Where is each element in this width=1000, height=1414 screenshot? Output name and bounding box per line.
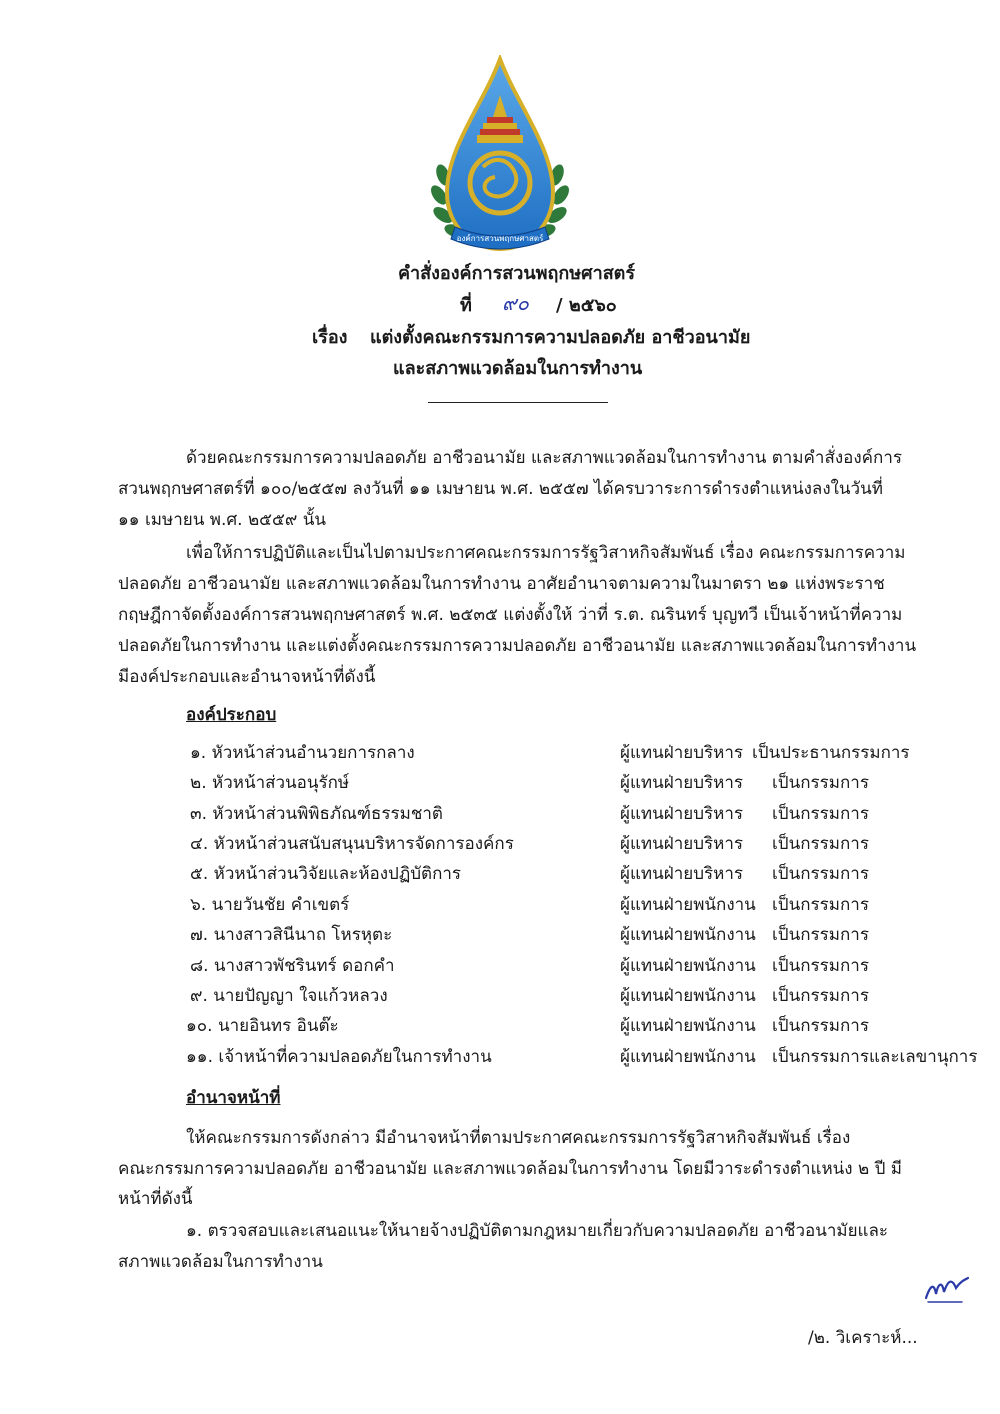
member-name: ๑๑. เจ้าหน้าที่ความปลอดภัยในการทำงาน (186, 1047, 492, 1067)
member-rep: ผู้แทนฝ่ายบริหาร (620, 804, 744, 824)
continued-next-page: /๒. วิเคราะห์... (808, 1328, 918, 1348)
member-name: ๘. นางสาวพัชรินทร์ ดอกคำ (190, 956, 395, 976)
para2-line-3: กฤษฎีกาจัดตั้งองค์การสวนพฤกษศาสตร์ พ.ศ. ๒๕๓๕ แต่งตั้งให้ ว่าที่ ร.ต. ณรินทร์ บุญทวี เป็นเจ้าหน้าที่ความ (118, 605, 903, 625)
member-role: เป็นกรรมการ (772, 956, 869, 976)
duty-item-1-line-1: ๑. ตรวจสอบและเสนอแนะให้นายจ้างปฏิบัติตามกฎหมายเกี่ยวกับความปลอดภัย อาชีวอนามัยและ (186, 1221, 889, 1241)
duty-item-1-line-2: สภาพแวดล้อมในการทำงาน (118, 1252, 323, 1272)
order-number-handwritten: ๙๐ (502, 291, 529, 315)
member-rep: ผู้แทนฝ่ายบริหาร (620, 743, 744, 763)
member-name: ๗. นางสาวสินีนาถ โหรหุตะ (190, 925, 393, 945)
member-role: เป็นกรรมการ (772, 864, 869, 884)
organization-logo (425, 55, 575, 260)
member-rep: ผู้แทนฝ่ายพนักงาน (620, 925, 756, 945)
member-rep: ผู้แทนฝ่ายพนักงาน (620, 1047, 756, 1067)
member-rep: ผู้แทนฝ่ายบริหาร (620, 773, 744, 793)
duties-line-1: ให้คณะกรรมการดังกล่าว มีอำนาจหน้าที่ตามประกาศคณะกรรมการรัฐวิสาหกิจสัมพันธ์ เรื่อง (186, 1128, 851, 1148)
member-role: เป็นกรรมการ (772, 925, 869, 945)
member-name: ๔. หัวหน้าส่วนสนับสนุนบริหารจัดการองค์กร (190, 834, 514, 854)
member-role: เป็นกรรมการและเลขานุการ (772, 1047, 978, 1067)
member-rep: ผู้แทนฝ่ายบริหาร (620, 864, 744, 884)
member-rep: ผู้แทนฝ่ายบริหาร (620, 834, 744, 854)
member-rep: ผู้แทนฝ่ายพนักงาน (620, 1016, 756, 1036)
member-name: ๖. นายวันชัย คำเขตร์ (190, 895, 350, 915)
duties-heading: อำนาจหน้าที่ (186, 1088, 281, 1108)
member-role: เป็นกรรมการ (772, 834, 869, 854)
member-rep: ผู้แทนฝ่ายพนักงาน (620, 895, 756, 915)
member-name: ๑๐. นายอินทร อินต๊ะ (186, 1016, 339, 1036)
header-divider (428, 402, 608, 403)
member-role: เป็นกรรมการ (772, 895, 869, 915)
member-name: ๙. นายปัญญา ใจแก้วหลวง (190, 986, 388, 1006)
member-name: ๒. หัวหน้าส่วนอนุรักษ์ (190, 773, 350, 793)
duties-line-2: คณะกรรมการความปลอดภัย อาชีวอนามัย และสภาพแวดล้อมในการทำงาน โดยมีวาระดำรงตำแหน่ง ๒ ปี มี (118, 1159, 903, 1179)
member-role: เป็นกรรมการ (772, 804, 869, 824)
logo-ribbon-text: องค์การสวนพฤกษศาสตร์ (456, 234, 544, 243)
para1-line-1: ด้วยคณะกรรมการความปลอดภัย อาชีวอนามัย และสภาพแวดล้อมในการทำงาน ตามคำสั่งองค์การ (186, 448, 903, 468)
member-rep: ผู้แทนฝ่ายพนักงาน (620, 986, 756, 1006)
member-rep: ผู้แทนฝ่ายพนักงาน (620, 956, 756, 976)
member-role: เป็นกรรมการ (772, 773, 869, 793)
subject-line-2: และสภาพแวดล้อมในการทำงาน (393, 358, 643, 379)
para2-line-4: ปลอดภัยในการทำงาน และแต่งตั้งคณะกรรมการความปลอดภัย อาชีวอนามัย และสภาพแวดล้อมในการทำงาน (118, 636, 917, 656)
member-name: ๕. หัวหน้าส่วนวิจัยและห้องปฏิบัติการ (190, 864, 462, 884)
subject-label: เรื่อง (312, 327, 348, 348)
para1-line-2: สวนพฤกษศาสตร์ที่ ๑๐๐/๒๕๕๗ ลงวันที่ ๑๑ เมษายน พ.ศ. ๒๕๕๗ ได้ครบวาระการดำรงตำแหน่งลงในวันที่ (118, 479, 883, 499)
composition-heading: องค์ประกอบ (186, 705, 277, 725)
para2-line-5: มีองค์ประกอบและอำนาจหน้าที่ดังนี้ (118, 667, 376, 687)
para2-line-2: ปลอดภัย อาชีวอนามัย และสภาพแวดล้อมในการทำงาน อาศัยอำนาจตามความในมาตรา ๒๑ แห่งพระราช (118, 574, 885, 594)
member-role: เป็นประธานกรรมการ (752, 743, 910, 763)
para1-line-3: ๑๑ เมษายน พ.ศ. ๒๕๕๙ นั้น (118, 510, 326, 530)
order-number-year: / ๒๕๖๐ (556, 295, 617, 316)
subject-line-1: แต่งตั้งคณะกรรมการความปลอดภัย อาชีวอนามัย (370, 327, 751, 348)
member-name: ๑. หัวหน้าส่วนอำนวยการกลาง (190, 743, 415, 763)
order-number-prefix: ที่ (460, 295, 472, 316)
para2-line-1: เพื่อให้การปฏิบัติและเป็นไปตามประกาศคณะกรรมการรัฐวิสาหกิจสัมพันธ์ เรื่อง คณะกรรมการความ (186, 543, 906, 563)
member-role: เป็นกรรมการ (772, 986, 869, 1006)
signature-initials-icon (922, 1268, 970, 1308)
order-title: คำสั่งองค์การสวนพฤกษศาสตร์ (398, 263, 636, 284)
member-name: ๓. หัวหน้าส่วนพิพิธภัณฑ์ธรรมชาติ (190, 804, 443, 824)
duties-line-3: หน้าที่ดังนี้ (118, 1189, 193, 1209)
member-role: เป็นกรรมการ (772, 1016, 869, 1036)
